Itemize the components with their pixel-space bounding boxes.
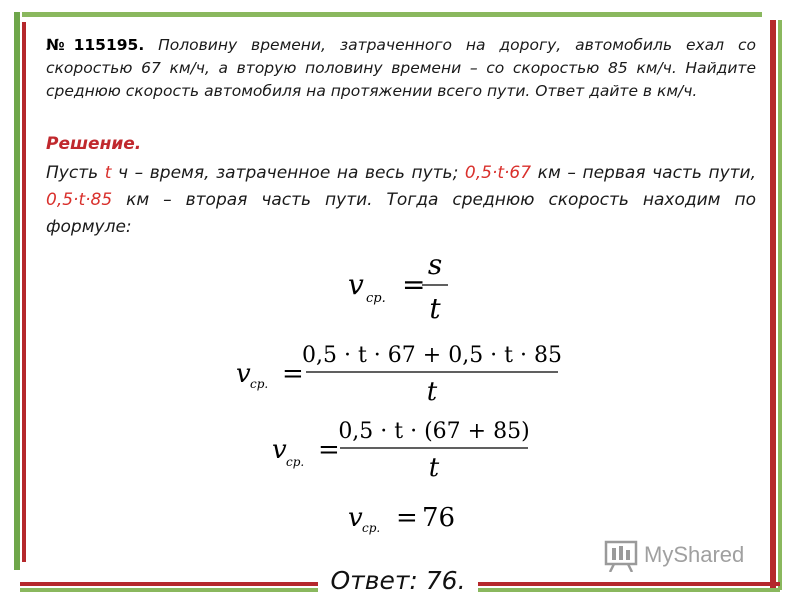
answer-label: Ответ: 76. [318, 562, 478, 600]
f2-sub: ср. [250, 377, 269, 391]
right-green-bar [778, 20, 782, 590]
f3-sub: ср. [286, 455, 305, 469]
f3-eq: = [318, 435, 340, 465]
top-green-bar [22, 12, 762, 17]
f1-sub: ср. [366, 291, 386, 306]
f1-eq: = [402, 268, 426, 301]
problem-number: №115195. [46, 36, 145, 54]
formula-4 [344, 496, 474, 540]
f4-sub: ср. [362, 521, 381, 535]
f1-num: s [427, 248, 443, 281]
left-green-bar [14, 12, 20, 570]
formula-3 [270, 414, 540, 484]
f3-v: v [272, 435, 287, 465]
f3-num: 0,5 · t · (67 + 85) [338, 419, 530, 444]
f4-eq: = [396, 503, 418, 533]
expr-second-part: 0,5·t·85 [46, 190, 113, 210]
watermark-text: MyShared [644, 542, 745, 567]
f1-den: t [429, 292, 441, 324]
problem-text: Половину времени, затраченного на дорогу, автомобиль ехал со скоростью 67 км/ч, а вторую половину времени – со скоростью 85 км/ч. Найдите среднюю скорость автомобиля на протяжении всего пути. Ответ дайте в км/ч. [46, 36, 756, 100]
solution-heading: Решение. [46, 134, 142, 154]
f3-den: t [428, 453, 440, 483]
f2-v: v [236, 359, 251, 389]
solution-text: Пусть t ч – время, затраченное на весь путь; 0,5·t·67 км – первая часть пути, 0,5·t·85 км – вторая часть пути. Тогда среднюю скорость находим по формуле: [46, 163, 756, 237]
var-t: t [104, 163, 112, 183]
problem-statement [46, 34, 756, 103]
f2-den: t [426, 377, 438, 407]
f2-num: 0,5 · t · 67 + 0,5 · t · 85 [302, 343, 562, 368]
formula-1 [340, 248, 460, 324]
right-red-bar [770, 20, 776, 590]
left-red-bar [22, 22, 26, 562]
f4-val: 76 [422, 503, 456, 533]
f2-eq: = [282, 359, 304, 389]
expr-first-part: 0,5·t·67 [464, 163, 532, 183]
f4-v: v [348, 503, 363, 533]
myshared-logo [604, 538, 774, 572]
formula-2 [232, 338, 572, 408]
f1-v: v [348, 268, 364, 301]
